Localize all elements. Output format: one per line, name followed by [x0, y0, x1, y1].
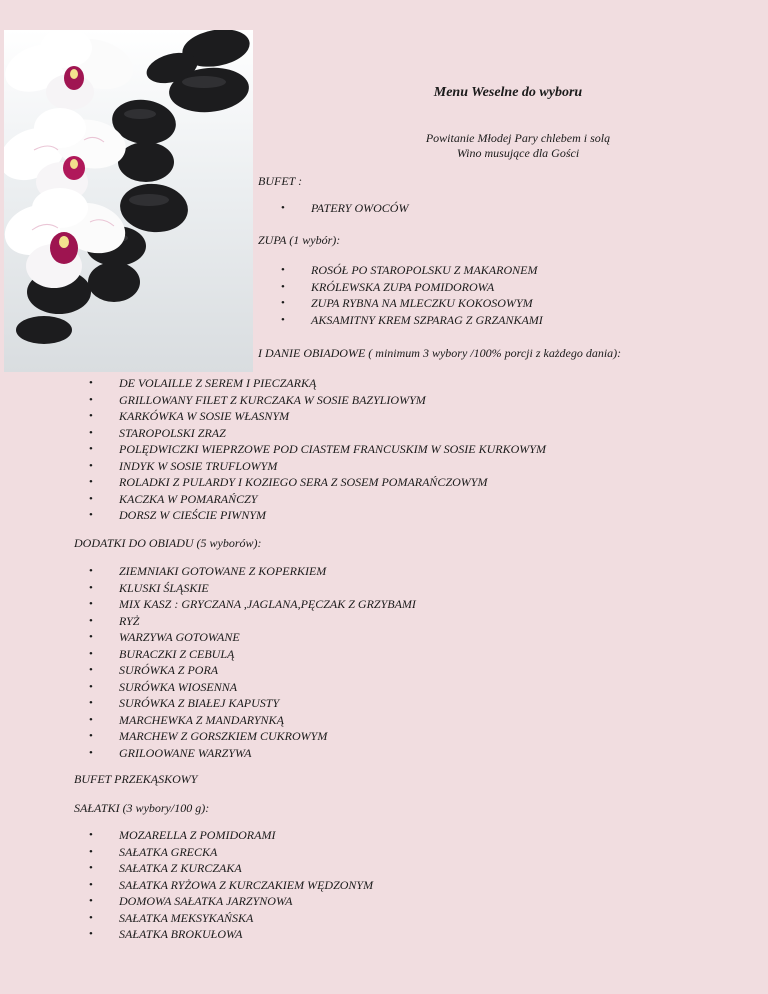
- bullet-icon: •: [281, 264, 285, 276]
- bullet-icon: •: [89, 862, 93, 874]
- bullet-icon: •: [89, 393, 93, 406]
- list-item: • DORSZ W CIEŚCIE PIWNYM: [89, 508, 266, 522]
- list-item: • SAŁATKA Z KURCZAKA: [89, 861, 242, 875]
- bullet-icon: •: [89, 829, 93, 841]
- bullet-icon: •: [281, 202, 285, 214]
- bullet-icon: •: [89, 647, 93, 660]
- list-item: • ROLADKI Z PULARDY I KOZIEGO SERA Z SOSEM POMARAŃCZOWYM: [89, 475, 488, 489]
- list-item: • ROSÓŁ PO STAROPOLSKU Z MAKARONEM: [281, 263, 538, 277]
- salatki-list: [89, 827, 374, 943]
- bullet-icon: •: [89, 845, 93, 858]
- list-item: • SURÓWKA WIOSENNA: [89, 679, 238, 694]
- bullet-icon: •: [281, 280, 285, 293]
- bullet-icon: •: [89, 730, 93, 742]
- intro-line-2: Wino musujące dla Gości: [456, 146, 580, 160]
- list-item: • PATERY OWOCÓW: [281, 201, 409, 215]
- list-item: • POLĘDWICZKI WIEPRZOWE POD CIASTEM FRANCUSKIM W SOSIE KURKOWYM: [89, 442, 546, 456]
- list-item: • WARZYWA GOTOWANE: [89, 630, 240, 644]
- list-item: • MARCHEW Z GORSZKIEM CUKROWYM: [89, 729, 328, 743]
- bullet-icon: •: [89, 680, 93, 693]
- bullet-icon: •: [89, 443, 93, 455]
- bullet-icon: •: [89, 895, 93, 907]
- bufet-przekaskowy-heading: BUFET PRZEKĄSKOWY: [74, 772, 198, 786]
- list-item: • ZIEMNIAKI GOTOWANE Z KOPERKIEM: [89, 564, 327, 578]
- list-item: • GRILOOWANE WARZYWA: [89, 745, 252, 760]
- dodatki-heading: DODATKI DO OBIADU (5 wyborów):: [74, 536, 262, 550]
- bullet-icon: •: [89, 509, 93, 521]
- bufet-list: [281, 200, 409, 217]
- list-item: • GRILLOWANY FILET Z KURCZAKA W SOSIE BAZYLIOWYM: [89, 392, 426, 407]
- bullet-icon: •: [89, 598, 93, 610]
- list-item: • SURÓWKA Z BIAŁEJ KAPUSTY: [89, 696, 280, 710]
- bullet-icon: •: [89, 614, 93, 627]
- danie-heading: I DANIE OBIADOWE ( minimum 3 wybory /100% porcji z każdego dania):: [258, 346, 622, 360]
- bullet-icon: •: [89, 928, 93, 940]
- list-item: • MOZARELLA Z POMIDORAMI: [89, 828, 276, 842]
- bullet-icon: •: [89, 565, 93, 577]
- bullet-icon: •: [89, 911, 93, 924]
- bullet-icon: •: [89, 476, 93, 488]
- bullet-icon: •: [89, 492, 93, 505]
- list-item: • SAŁATKA MEKSYKAŃSKA: [89, 910, 254, 925]
- list-item: • STAROPOLSKI ZRAZ: [89, 425, 226, 440]
- bullet-icon: •: [89, 581, 93, 594]
- list-item: • SAŁATKA GRECKA: [89, 844, 218, 859]
- zupa-heading: ZUPA (1 wybór):: [258, 233, 341, 247]
- bullet-icon: •: [89, 664, 93, 676]
- list-item: • DE VOLAILLE Z SEREM I PIECZARKĄ: [89, 376, 317, 390]
- bullet-icon: •: [89, 697, 93, 709]
- list-item: • SURÓWKA Z PORA: [89, 663, 219, 677]
- intro-line-1: Powitanie Młodej Pary chlebem i solą: [425, 131, 611, 145]
- bullet-icon: •: [89, 713, 93, 726]
- list-item: • AKSAMITNY KREM SZPARAG Z GRZANKAMI: [281, 312, 543, 327]
- bullet-icon: •: [89, 377, 93, 389]
- list-item: • SAŁATKA RYŻOWA Z KURCZAKIEM WĘDZONYM: [89, 877, 374, 892]
- list-item: • INDYK W SOSIE TRUFLOWYM: [89, 458, 278, 473]
- bullet-icon: •: [89, 410, 93, 422]
- bufet-heading: BUFET :: [258, 174, 303, 188]
- salatki-heading: SAŁATKI (3 wybory/100 g):: [74, 801, 210, 815]
- danie-list: [89, 375, 546, 524]
- bullet-icon: •: [89, 746, 93, 759]
- orchid-stones-image: [4, 30, 253, 372]
- list-item: • KARKÓWKA W SOSIE WŁASNYM: [89, 409, 290, 423]
- page-title: Menu Weselne do wyboru: [433, 85, 583, 100]
- list-item: • SAŁATKA BROKUŁOWA: [89, 927, 243, 941]
- bullet-icon: •: [89, 426, 93, 439]
- list-item: • RYŻ: [89, 613, 140, 628]
- bullet-icon: •: [89, 459, 93, 472]
- list-item: • MARCHEWKA Z MANDARYNKĄ: [89, 712, 284, 727]
- list-item: • KLUSKI ŚLĄSKIE: [89, 580, 209, 595]
- bullet-icon: •: [281, 297, 285, 309]
- bullet-icon: •: [89, 878, 93, 891]
- orchid-illustration: [4, 30, 253, 372]
- dodatki-list: [89, 563, 416, 761]
- list-item: • BURACZKI Z CEBULĄ: [89, 646, 235, 661]
- zupa-list: [281, 262, 543, 328]
- list-item: • KACZKA W POMARAŃCZY: [89, 491, 258, 506]
- list-item: • KRÓLEWSKA ZUPA POMIDOROWA: [281, 279, 495, 294]
- bullet-icon: •: [281, 313, 285, 326]
- list-item: • DOMOWA SAŁATKA JARZYNOWA: [89, 894, 293, 908]
- list-item: • MIX KASZ : GRYCZANA ,JAGLANA,PĘCZAK Z GRZYBAMI: [89, 597, 416, 611]
- bullet-icon: •: [89, 631, 93, 643]
- list-item: • ZUPA RYBNA NA MLECZKU KOKOSOWYM: [281, 296, 533, 310]
